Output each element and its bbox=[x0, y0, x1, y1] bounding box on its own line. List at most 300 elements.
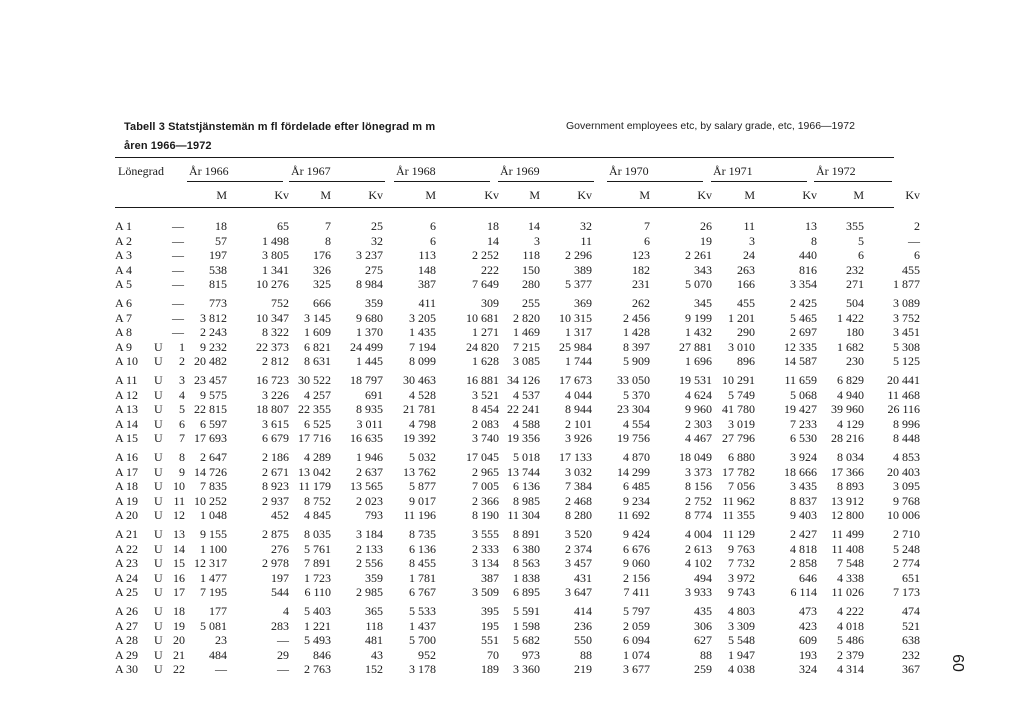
cell-kv: 3 805 bbox=[262, 248, 289, 262]
cell-m: 6 bbox=[644, 233, 650, 248]
year-header: År 1966 bbox=[189, 164, 229, 178]
cell-m: 6 829 bbox=[837, 373, 864, 387]
cell-kv: 2 710 bbox=[893, 527, 920, 541]
cell-m: 504 bbox=[846, 296, 864, 310]
cell-m: 6 880 bbox=[728, 450, 755, 464]
cell-m: 8 752 bbox=[304, 493, 331, 508]
grade-u-dash: — bbox=[172, 248, 184, 262]
cell-m: 280 bbox=[522, 277, 540, 291]
cell-m: 5 749 bbox=[728, 387, 755, 402]
cell-kv: 2 425 bbox=[790, 296, 817, 310]
cell-kv: 88 bbox=[700, 647, 712, 662]
cell-kv: 20 403 bbox=[887, 464, 920, 479]
cell-kv: 3 647 bbox=[565, 585, 592, 599]
cell-kv: 197 bbox=[271, 570, 289, 585]
grade-u-number: 19 bbox=[173, 618, 185, 633]
cell-m: 232 bbox=[846, 262, 864, 277]
cell-kv: 395 bbox=[481, 604, 499, 618]
cell-kv: 24 499 bbox=[350, 339, 383, 354]
cell-kv: 343 bbox=[694, 262, 712, 277]
cell-m: 5 797 bbox=[623, 604, 650, 618]
header-kv: Kv bbox=[368, 188, 383, 202]
cell-kv: 646 bbox=[799, 570, 817, 585]
cell-m: 34 126 bbox=[507, 373, 540, 387]
grade-a: A 14 bbox=[115, 416, 139, 431]
grade-a: A 4 bbox=[115, 262, 133, 277]
grade-u-letter: U bbox=[154, 618, 163, 633]
grade-u-letter: U bbox=[154, 585, 163, 599]
cell-m: 2 059 bbox=[623, 618, 650, 633]
cell-kv: 2 366 bbox=[472, 493, 499, 508]
cell-m: 8 035 bbox=[304, 527, 331, 541]
cell-kv: 1 946 bbox=[356, 450, 383, 464]
cell-kv: 359 bbox=[365, 296, 383, 310]
grade-u-dash: — bbox=[172, 219, 184, 233]
cell-kv: 22 373 bbox=[256, 339, 289, 354]
cell-kv: 276 bbox=[271, 541, 289, 556]
cell-m: 21 781 bbox=[403, 402, 436, 416]
cell-kv: 2 613 bbox=[685, 541, 712, 556]
cell-m: 1 435 bbox=[409, 325, 436, 339]
header-kv: Kv bbox=[802, 188, 817, 202]
cell-kv: 3 509 bbox=[472, 585, 499, 599]
cell-kv: 2 937 bbox=[262, 493, 289, 508]
cell-m: 11 026 bbox=[831, 585, 864, 599]
cell-m: 166 bbox=[737, 277, 755, 291]
cell-m: 8 563 bbox=[513, 556, 540, 570]
cell-m: 3 085 bbox=[513, 354, 540, 368]
cell-kv: 5 068 bbox=[790, 387, 817, 402]
cell-m: 11 499 bbox=[831, 527, 864, 541]
grade-u-letter: U bbox=[154, 541, 163, 556]
cell-kv: 14 587 bbox=[784, 354, 817, 368]
cell-kv: 18 049 bbox=[679, 450, 712, 464]
cell-kv: 10 347 bbox=[256, 310, 289, 325]
cell-kv: 7 233 bbox=[790, 416, 817, 431]
cell-kv: 1 445 bbox=[356, 354, 383, 368]
cell-kv: 10 681 bbox=[466, 310, 499, 325]
year-header: År 1971 bbox=[713, 164, 753, 178]
table-title-line: Tabell 3 Statstjänstemän m fl fördelade efter lönegrad m m bbox=[124, 121, 436, 133]
grade-u-letter: U bbox=[154, 556, 163, 570]
cell-m: 4 314 bbox=[837, 662, 864, 676]
cell-m: 9 424 bbox=[623, 527, 650, 541]
cell-kv: 1 744 bbox=[565, 354, 592, 368]
cell-kv: 345 bbox=[694, 296, 712, 310]
cell-kv: 8 190 bbox=[472, 508, 499, 522]
cell-kv: 2 bbox=[914, 219, 920, 233]
cell-m: 290 bbox=[737, 325, 755, 339]
cell-kv: 2 252 bbox=[472, 248, 499, 262]
cell-kv: 2 637 bbox=[356, 464, 383, 479]
cell-m: 23 bbox=[215, 633, 227, 647]
cell-m: 4 803 bbox=[728, 604, 755, 618]
cell-m: 8 099 bbox=[409, 354, 436, 368]
cell-kv: 232 bbox=[902, 647, 920, 662]
cell-m: 19 756 bbox=[617, 431, 650, 445]
cell-kv: 19 bbox=[700, 233, 712, 248]
cell-m: 8 455 bbox=[409, 556, 436, 570]
cell-kv: 431 bbox=[574, 570, 592, 585]
cell-kv: 6 679 bbox=[262, 431, 289, 445]
cell-m: 17 716 bbox=[298, 431, 331, 445]
cell-m: 538 bbox=[209, 262, 227, 277]
cell-kv: 1 877 bbox=[893, 277, 920, 291]
cell-kv: 4 bbox=[283, 604, 289, 618]
cell-kv: 752 bbox=[271, 296, 289, 310]
grade-a: A 18 bbox=[115, 479, 139, 493]
cell-kv: 189 bbox=[481, 662, 499, 676]
cell-kv: 65 bbox=[277, 219, 289, 233]
year-header: År 1972 bbox=[816, 164, 856, 178]
grade-a: A 27 bbox=[115, 618, 139, 633]
cell-m: 10 291 bbox=[722, 373, 755, 387]
grade-a: A 28 bbox=[115, 633, 139, 647]
grade-a: A 11 bbox=[115, 373, 138, 387]
cell-m: 11 bbox=[743, 219, 755, 233]
cell-kv: 18 666 bbox=[784, 464, 817, 479]
grade-a: A 5 bbox=[115, 277, 133, 291]
cell-kv: 18 807 bbox=[256, 402, 289, 416]
cell-kv: 27 881 bbox=[679, 339, 712, 354]
cell-m: 2 379 bbox=[837, 647, 864, 662]
cell-m: 14 299 bbox=[617, 464, 650, 479]
cell-kv: 2 875 bbox=[262, 527, 289, 541]
cell-kv: 7 005 bbox=[472, 479, 499, 493]
cell-m: 14 726 bbox=[194, 464, 227, 479]
cell-m: 2 156 bbox=[623, 570, 650, 585]
grade-u-letter: U bbox=[154, 431, 163, 445]
cell-m: 9 232 bbox=[200, 339, 227, 354]
cell-kv: 414 bbox=[574, 604, 592, 618]
header-m: M bbox=[320, 188, 331, 202]
grade-a: A 30 bbox=[115, 662, 139, 676]
cell-kv: 3 933 bbox=[685, 585, 712, 599]
cell-m: 13 042 bbox=[298, 464, 331, 479]
cell-kv: 17 045 bbox=[466, 450, 499, 464]
cell-m: 484 bbox=[209, 647, 227, 662]
cell-kv: 8 448 bbox=[893, 431, 920, 445]
cell-kv: 481 bbox=[365, 633, 383, 647]
grade-u-dash: — bbox=[172, 277, 184, 291]
cell-kv: 3 520 bbox=[565, 527, 592, 541]
cell-m: 2 456 bbox=[623, 310, 650, 325]
cell-m: 11 129 bbox=[722, 527, 755, 541]
grade-u-number: 2 bbox=[179, 354, 185, 368]
cell-kv: 19 427 bbox=[784, 402, 817, 416]
cell-kv: 9 199 bbox=[685, 310, 712, 325]
cell-kv: 11 468 bbox=[887, 387, 920, 402]
grade-a: A 1 bbox=[115, 219, 133, 233]
cell-m: 7 194 bbox=[409, 339, 436, 354]
cell-m: 952 bbox=[418, 647, 436, 662]
cell-m: 355 bbox=[846, 219, 864, 233]
cell-kv: 7 384 bbox=[565, 479, 592, 493]
cell-m: 4 537 bbox=[513, 387, 540, 402]
cell-m: 13 744 bbox=[507, 464, 540, 479]
grade-u-number: 15 bbox=[173, 556, 185, 570]
cell-m: 7 215 bbox=[513, 339, 540, 354]
cell-m: 8 891 bbox=[513, 527, 540, 541]
grade-u-letter: U bbox=[154, 479, 163, 493]
cell-m: 4 289 bbox=[304, 450, 331, 464]
cell-kv: 309 bbox=[481, 296, 499, 310]
cell-m: 4 554 bbox=[623, 416, 650, 431]
cell-kv: 2 333 bbox=[472, 541, 499, 556]
cell-m: 150 bbox=[522, 262, 540, 277]
cell-m: 177 bbox=[209, 604, 227, 618]
grade-a: A 8 bbox=[115, 325, 133, 339]
cell-kv: 2 374 bbox=[565, 541, 592, 556]
cell-m: 182 bbox=[632, 262, 650, 277]
cell-kv: 10 006 bbox=[887, 508, 920, 522]
cell-kv: 793 bbox=[365, 508, 383, 522]
grade-a: A 17 bbox=[115, 464, 139, 479]
cell-m: 6 821 bbox=[304, 339, 331, 354]
grade-u-number: 20 bbox=[173, 633, 185, 647]
cell-kv: 5 248 bbox=[893, 541, 920, 556]
cell-kv: 440 bbox=[799, 248, 817, 262]
header-kv: Kv bbox=[577, 188, 592, 202]
grade-u-letter: U bbox=[154, 604, 163, 618]
cell-m: 9 575 bbox=[200, 387, 227, 402]
cell-kv: 2 812 bbox=[262, 354, 289, 368]
cell-kv: 5 308 bbox=[893, 339, 920, 354]
grade-u-letter: U bbox=[154, 354, 163, 368]
year-header: År 1968 bbox=[396, 164, 436, 178]
cell-kv: 627 bbox=[694, 633, 712, 647]
cell-kv: 3 089 bbox=[893, 296, 920, 310]
cell-kv: 19 531 bbox=[679, 373, 712, 387]
cell-m: 5 486 bbox=[837, 633, 864, 647]
grade-u-letter: U bbox=[154, 527, 163, 541]
header-m: M bbox=[639, 188, 650, 202]
cell-m: 5 bbox=[858, 233, 864, 248]
grade-a: A 2 bbox=[115, 233, 133, 248]
cell-m: 3 309 bbox=[728, 618, 755, 633]
cell-m: 1 221 bbox=[304, 618, 331, 633]
cell-kv: 369 bbox=[574, 296, 592, 310]
cell-kv: 2 858 bbox=[790, 556, 817, 570]
grade-u-number: 1 bbox=[179, 339, 185, 354]
cell-m: 12 317 bbox=[194, 556, 227, 570]
cell-m: 3 677 bbox=[623, 662, 650, 676]
grade-u-number: 4 bbox=[179, 387, 185, 402]
cell-m: 230 bbox=[846, 354, 864, 368]
cell-m: 455 bbox=[737, 296, 755, 310]
cell-kv: 5 465 bbox=[790, 310, 817, 325]
cell-kv: 88 bbox=[580, 647, 592, 662]
cell-kv: 9 680 bbox=[356, 310, 383, 325]
cell-kv: 4 853 bbox=[893, 450, 920, 464]
cell-m: 1 723 bbox=[304, 570, 331, 585]
cell-kv: 1 696 bbox=[685, 354, 712, 368]
cell-m: 7 bbox=[644, 219, 650, 233]
cell-kv: 1 628 bbox=[472, 354, 499, 368]
grade-a: A 10 bbox=[115, 354, 139, 368]
cell-kv: 32 bbox=[580, 219, 592, 233]
cell-m: 6 597 bbox=[200, 416, 227, 431]
cell-m: 1 422 bbox=[837, 310, 864, 325]
grade-u-number: 13 bbox=[173, 527, 185, 541]
cell-kv: 306 bbox=[694, 618, 712, 633]
cell-m: 1 781 bbox=[409, 570, 436, 585]
cell-kv: 10 276 bbox=[256, 277, 289, 291]
grade-u-dash: — bbox=[172, 233, 184, 248]
cell-kv: 9 960 bbox=[685, 402, 712, 416]
cell-kv: 25 984 bbox=[559, 339, 592, 354]
grade-a: A 9 bbox=[115, 339, 133, 354]
year-header: År 1969 bbox=[500, 164, 540, 178]
cell-m: 5 493 bbox=[304, 633, 331, 647]
cell-m: 1 838 bbox=[513, 570, 540, 585]
cell-kv: 5 377 bbox=[565, 277, 592, 291]
cell-kv: 6 bbox=[914, 248, 920, 262]
cell-m: 197 bbox=[209, 248, 227, 262]
cell-kv: 12 335 bbox=[784, 339, 817, 354]
cell-kv: 3 226 bbox=[262, 387, 289, 402]
cell-kv: 16 881 bbox=[466, 373, 499, 387]
cell-kv: 651 bbox=[902, 570, 920, 585]
cell-kv: 3 555 bbox=[472, 527, 499, 541]
cell-kv: — bbox=[277, 633, 289, 647]
grade-a: A 26 bbox=[115, 604, 139, 618]
cell-kv: 3 451 bbox=[893, 325, 920, 339]
cell-m: 6 676 bbox=[623, 541, 650, 556]
cell-kv: 18 bbox=[487, 219, 499, 233]
header-kv: Kv bbox=[905, 188, 920, 202]
cell-kv: 118 bbox=[365, 618, 383, 633]
cell-m: 11 355 bbox=[722, 508, 755, 522]
cell-kv: 195 bbox=[481, 618, 499, 633]
cell-kv: 14 bbox=[487, 233, 499, 248]
cell-m: 387 bbox=[418, 277, 436, 291]
cell-m: 11 179 bbox=[298, 479, 331, 493]
cell-kv: 17 673 bbox=[559, 373, 592, 387]
cell-kv: 3 011 bbox=[356, 416, 383, 431]
cell-m: 11 196 bbox=[403, 508, 436, 522]
cell-kv: 521 bbox=[902, 618, 920, 633]
cell-m: 271 bbox=[846, 277, 864, 291]
cell-kv: 236 bbox=[574, 618, 592, 633]
cell-kv: 7 649 bbox=[472, 277, 499, 291]
cell-m: 4 870 bbox=[623, 450, 650, 464]
cell-m: 6 136 bbox=[409, 541, 436, 556]
cell-m: 9 060 bbox=[623, 556, 650, 570]
cell-kv: 283 bbox=[271, 618, 289, 633]
cell-kv: 8 837 bbox=[790, 493, 817, 508]
cell-m: 6 bbox=[430, 233, 436, 248]
cell-kv: 544 bbox=[271, 585, 289, 599]
cell-m: 5 018 bbox=[513, 450, 540, 464]
cell-m: 11 304 bbox=[507, 508, 540, 522]
cell-m: 263 bbox=[737, 262, 755, 277]
cell-m: 3 205 bbox=[409, 310, 436, 325]
grade-u-letter: U bbox=[154, 373, 163, 387]
grade-u-number: 18 bbox=[173, 604, 185, 618]
cell-kv: 2 186 bbox=[262, 450, 289, 464]
cell-m: 2 763 bbox=[304, 662, 331, 676]
cell-kv: 3 237 bbox=[356, 248, 383, 262]
cell-m: 17 366 bbox=[831, 464, 864, 479]
grade-u-number: 22 bbox=[173, 662, 185, 676]
table-title-line: åren 1966—1972 bbox=[124, 140, 212, 152]
cell-kv: 3 435 bbox=[790, 479, 817, 493]
cell-kv: 70 bbox=[487, 647, 499, 662]
cell-m: 3 bbox=[749, 233, 755, 248]
cell-m: 6 110 bbox=[304, 585, 331, 599]
cell-m: 7 891 bbox=[304, 556, 331, 570]
cell-m: 6 380 bbox=[513, 541, 540, 556]
page-number: 60 bbox=[948, 654, 966, 672]
cell-m: 8 631 bbox=[304, 354, 331, 368]
cell-kv: 2 671 bbox=[262, 464, 289, 479]
cell-m: — bbox=[215, 662, 227, 676]
grade-u-letter: U bbox=[154, 570, 163, 585]
cell-kv: 3 740 bbox=[472, 431, 499, 445]
cell-m: 3 145 bbox=[304, 310, 331, 325]
cell-kv: 387 bbox=[481, 570, 499, 585]
cell-kv: 3 095 bbox=[893, 479, 920, 493]
header-lonegrad: Lönegrad bbox=[118, 164, 164, 178]
cell-m: 22 241 bbox=[507, 402, 540, 416]
cell-kv: 2 101 bbox=[565, 416, 592, 431]
cell-m: 27 796 bbox=[722, 431, 755, 445]
cell-kv: 2 083 bbox=[472, 416, 499, 431]
cell-m: 7 195 bbox=[200, 585, 227, 599]
cell-kv: 275 bbox=[365, 262, 383, 277]
cell-kv: 452 bbox=[271, 508, 289, 522]
cell-kv: 9 768 bbox=[893, 493, 920, 508]
cell-m: 5 032 bbox=[409, 450, 436, 464]
cell-m: 4 018 bbox=[837, 618, 864, 633]
grade-u-letter: U bbox=[154, 402, 163, 416]
cell-m: 41 780 bbox=[722, 402, 755, 416]
grade-u-letter: U bbox=[154, 633, 163, 647]
cell-m: 5 403 bbox=[304, 604, 331, 618]
grade-u-dash: — bbox=[172, 325, 184, 339]
cell-m: 6 bbox=[858, 248, 864, 262]
cell-kv: — bbox=[277, 662, 289, 676]
cell-m: 57 bbox=[215, 233, 227, 248]
grade-u-letter: U bbox=[154, 647, 163, 662]
cell-m: 9 017 bbox=[409, 493, 436, 508]
cell-m: 2 647 bbox=[200, 450, 227, 464]
cell-m: 6 bbox=[430, 219, 436, 233]
cell-kv: 4 044 bbox=[565, 387, 592, 402]
cell-m: 28 216 bbox=[831, 431, 864, 445]
cell-m: 11 962 bbox=[722, 493, 755, 508]
cell-kv: 17 133 bbox=[559, 450, 592, 464]
cell-m: 5 591 bbox=[513, 604, 540, 618]
cell-kv: 8 322 bbox=[262, 325, 289, 339]
cell-kv: 2 261 bbox=[685, 248, 712, 262]
cell-m: 23 304 bbox=[617, 402, 650, 416]
cell-m: 5 548 bbox=[728, 633, 755, 647]
cell-kv: 25 bbox=[371, 219, 383, 233]
cell-kv: 609 bbox=[799, 633, 817, 647]
cell-kv: 13 bbox=[805, 219, 817, 233]
cell-m: 123 bbox=[632, 248, 650, 262]
cell-m: 8 397 bbox=[623, 339, 650, 354]
cell-m: 7 bbox=[325, 219, 331, 233]
cell-m: 9 743 bbox=[728, 585, 755, 599]
cell-m: 1 074 bbox=[623, 647, 650, 662]
cell-kv: 5 125 bbox=[893, 354, 920, 368]
cell-kv: 8 984 bbox=[356, 277, 383, 291]
header-kv: Kv bbox=[697, 188, 712, 202]
cell-m: 5 761 bbox=[304, 541, 331, 556]
